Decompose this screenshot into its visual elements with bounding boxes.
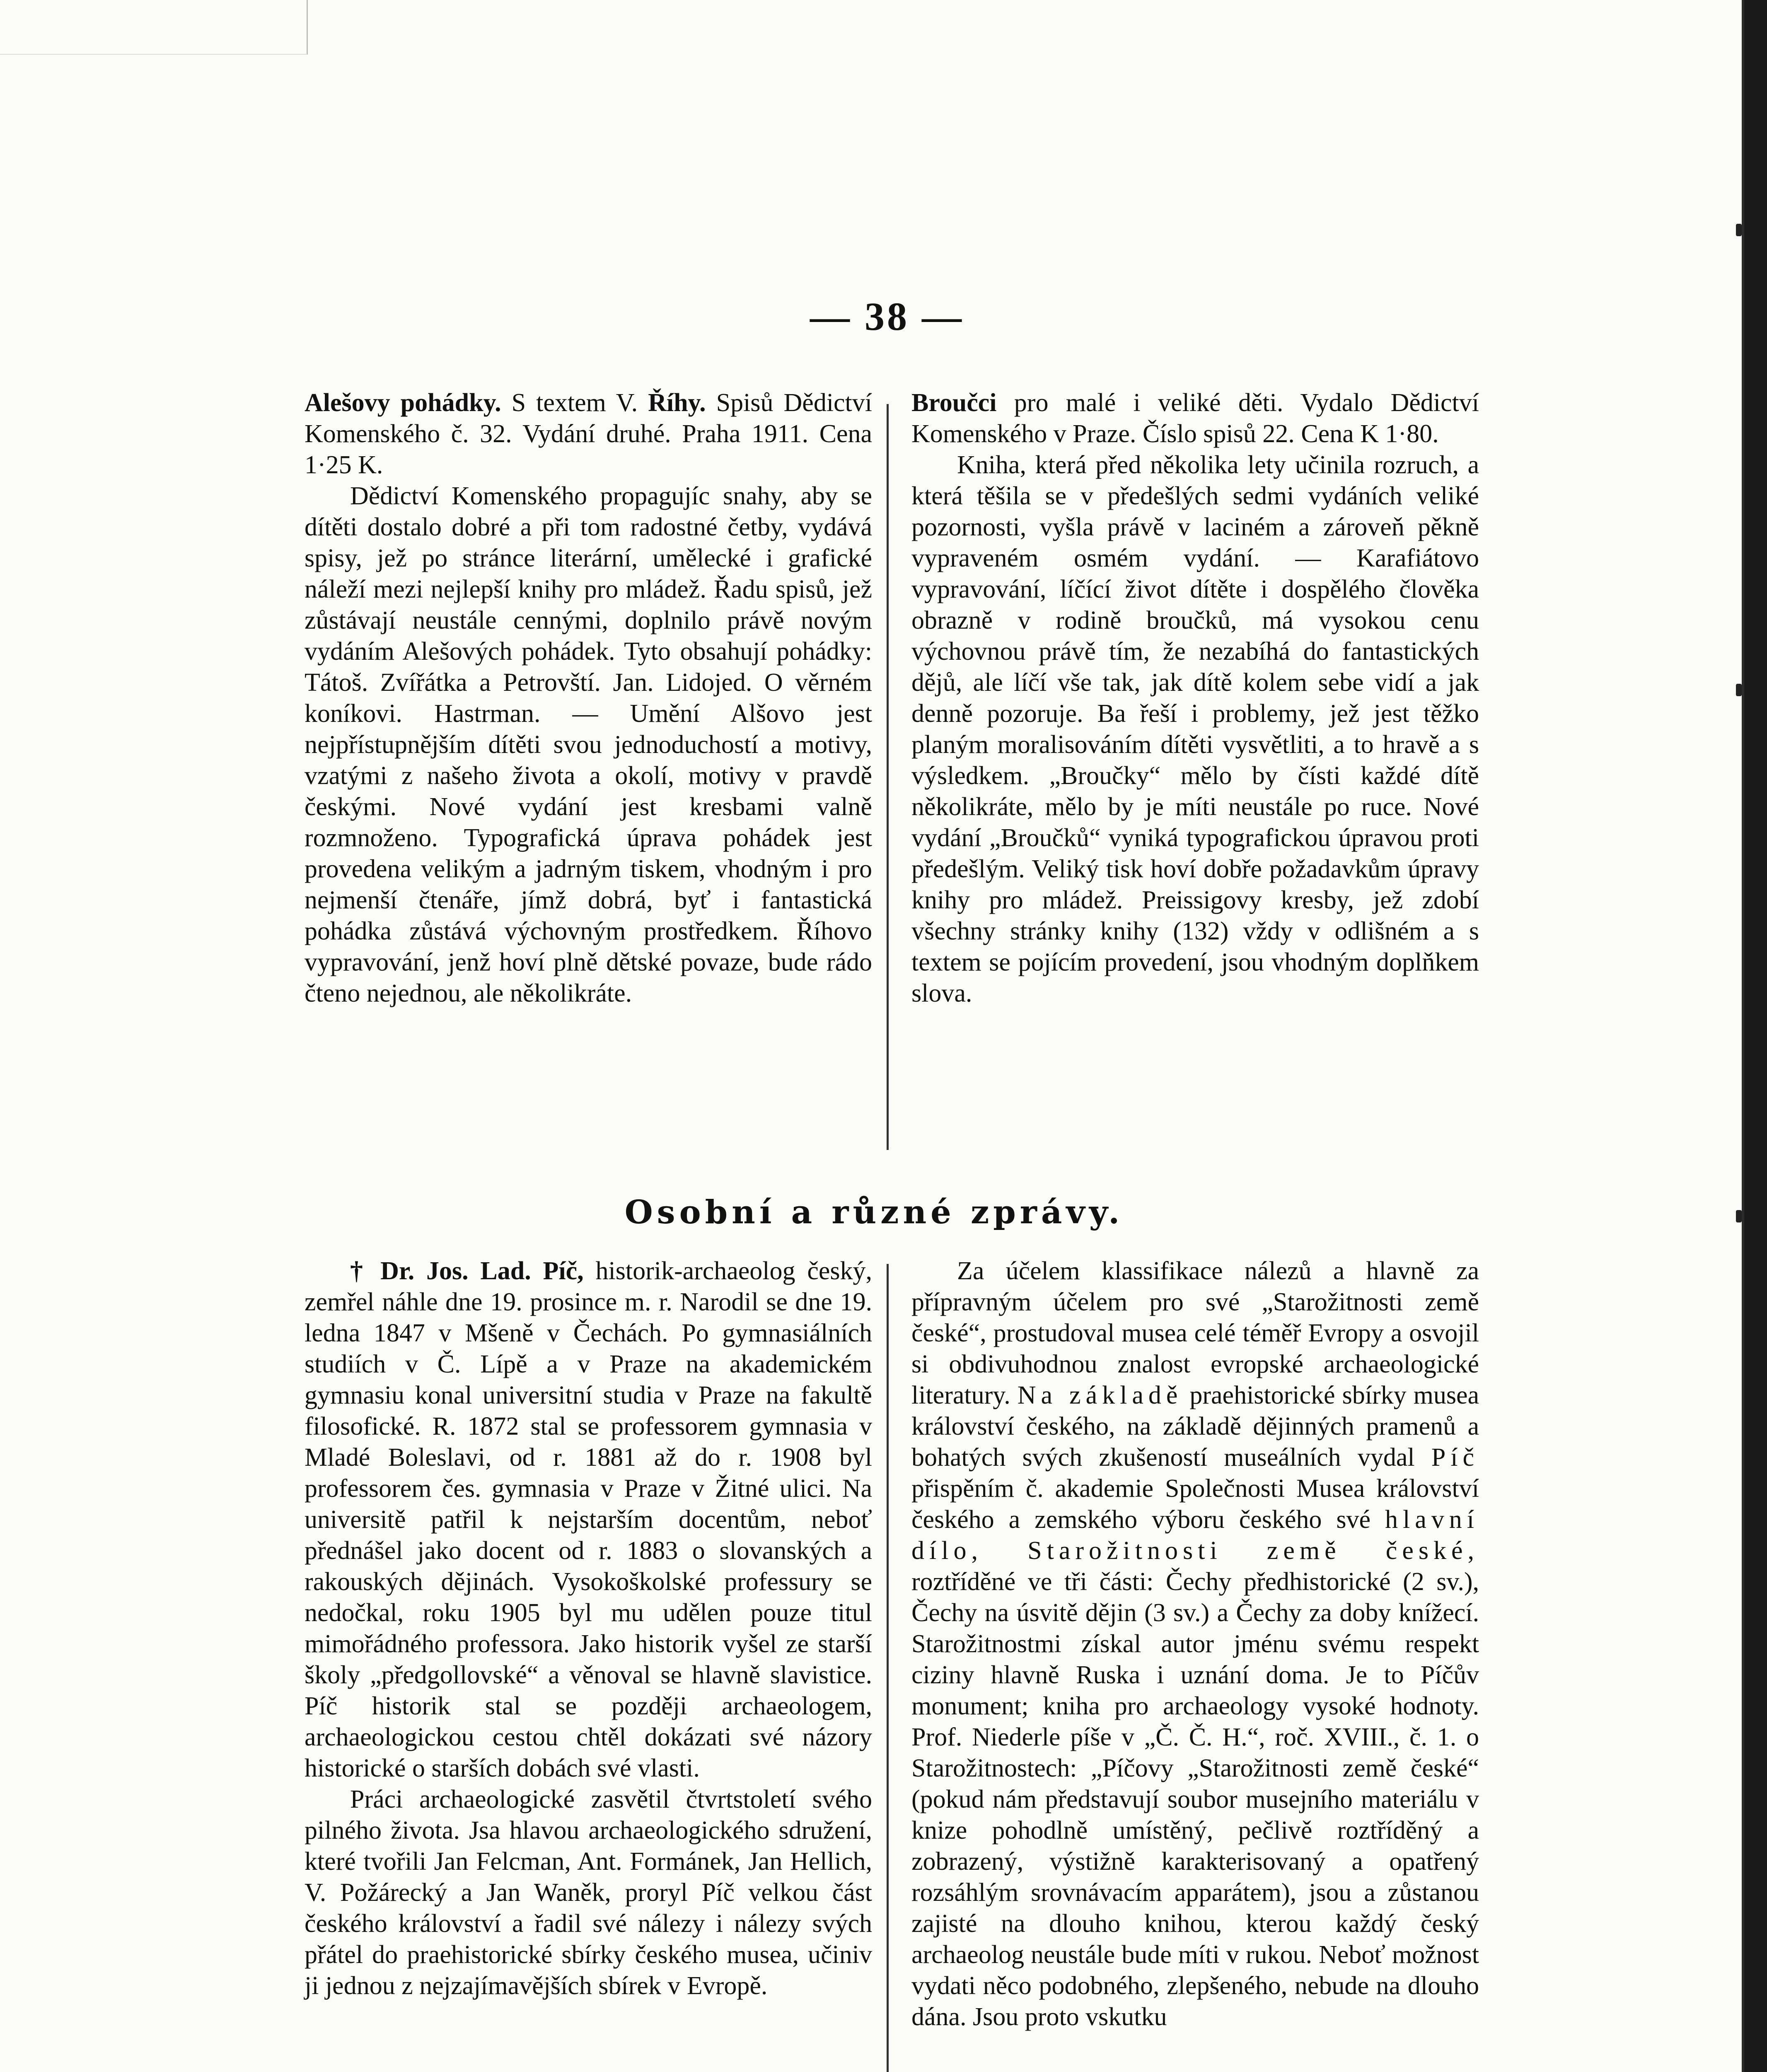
article-emphasis: hlavní dílo, Starožitnosti země české, xyxy=(911,1506,1479,1565)
article-emphasis: Na základě xyxy=(1017,1381,1183,1409)
column-rule-top xyxy=(887,404,889,1150)
page-number: — 38 — xyxy=(810,294,964,339)
article-alesovy-pohadky xyxy=(305,387,872,1009)
article-title: Alešovy pohádky. xyxy=(305,389,501,417)
article-body: Dědictví Komenského propagujíc snahy, aby se dítěti dostalo dobré a při tom radostné četby, vydává spisy, jež po stránce literární, umělecké i grafické náleží mezi nejlepší knihy pro mládež. Řadu spisů, jež zůstávají neustále cennými, doplnilo právě novým vydáním Alešových pohádek. Tyto obsahují pohádky: Tátoš. Zvířátka a Petrovští. Jan. Lidojed. O věrném koníkovi. Hastrman. — Umění Alšovo jest nejpřístupnějším dítěti svou jednoduchostí a motivy, vzatými z našeho života a okolí, motivy v pravdě českými. Nové vydání jest kresbami valně rozmnoženo. Typografická úprava pohádek jest provedena velikým a jadrným tiskem, vhodným i pro nejmenší čtenáře, jímž dobrá, byť i fantastická pohádka zůstává výchovným prostředkem. Říhovo vypravování, jenž hoví plně dětské povaze, bude rádo čteno nejednou, ale několikráte. xyxy=(305,482,872,1007)
article-text: Za účelem klassifikace nálezů a hlavně za přípravným účelem pro své „Starožitnosti země české“, prostudoval musea celé téměř Evropy a osvojil si obdivuhodnou znalost evropské archaeologické literatury. xyxy=(911,1257,1479,1409)
article-lead: pro malé i veliké děti. Vydalo Dědictví Komenského v Praze. Číslo spisů 22. Cena K 1·80. xyxy=(911,389,1479,448)
article-title: Broučci xyxy=(911,389,997,417)
article-body: Kniha, která před několika lety učinila rozruch, a která těšila se v předešlých sedmi vydáních veliké pozornosti, vyšla právě v laciném a zároveň pěkně vypraveném osmém vydání. — Karafiátovo vypravování, líčící život dítěte i dospělého člověka obrazně v rodině broučků, má vysokou cenu výchovnou právě tím, že nezabíhá do fantastických dějů, ale líčí vše tak, jak dítě kolem sebe vidí a jak denně pozoruje. Ba řeší i problemy, jež jest těžko planým moralisováním dítěti vysvětliti, a to hravě a s výsledkem. „Broučky“ mělo by čísti každé dítě několikráte, mělo by je míti neustále po ruce. Nové vydání „Broučků“ vyniká typografickou úpravou proti předešlým. Veliký tisk hoví dobře požadavkům úpravy knihy pro mládež. Preissigovy kresby, jež zdobí všechny stránky knihy (132) vždy v odlišném a s textem se pojícím provedení, jsou vhodným doplňkem slova. xyxy=(911,451,1479,1007)
article-paragraph: Práci archaeologické zasvětil čtvrtstoletí svého pilného života. Jsa hlavou archaeologického sdružení, které tvořili Jan Felcman, Ant. Formánek, Jan Hellich, V. Požárecký a Jan Waněk, proryl Píč velkou část českého království a řadil své nálezy i nálezy svých přátel do praehistorické sbírky českého musea, učiniv ji jednou z nejzajímavějších sbírek v Evropě. xyxy=(305,1785,872,2000)
article-text: roztříděné ve tři části: Čechy předhistorické (2 sv.), Čechy na úsvitě dějin (3 sv.) a Čechy za doby knížecí. Starožitnostmi získal autor jménu svému respekt ciziny hlavně Ruska i uznání doma. Je to Píčův monument; kniha pro archaeology vysoké hodnoty. Prof. Niederle píše v „Č. Č. H.“, roč. XVIII., č. 1. o Starožitnostech: „Píčovy „Starožitnosti země české“ (pokud nám představují soubor musejního materiálu v knize pohodlně umístěný, pečlivě roztříděný a zobrazený, výstižně karakterisovaný a opatřený rozsáhlým srovnávacím apparátem), jsou a zůstanou zajisté na dlouho knihou, kterou každý český archaeolog neustále bude míti v rukou. Neboť možnost vydati něco podobného, zlepšeného, nebude na dlouho dána. Jsou proto vskutku xyxy=(911,1568,1479,2031)
binding-mark xyxy=(1736,684,1742,696)
article-meta: Spisů Dědictví Komenského č. 32. Vydání druhé. Praha 1911. Cena 1·25 K. xyxy=(305,389,873,479)
binding-mark xyxy=(1736,1210,1742,1222)
section-heading: Osobní a různé zprávy. xyxy=(624,1193,1124,1231)
article-obituary-pic xyxy=(305,1256,872,2002)
article-broucci xyxy=(911,387,1479,1009)
article-text: praehistorické sbírky musea království českého, na základě dějinných pramenů a bohatých svých zkušeností museálních vydal xyxy=(911,1381,1479,1472)
scan-artifact xyxy=(0,0,308,55)
article-text: přispěním č. akademie Společnosti Musea království českého a zemského výboru českého své xyxy=(911,1474,1479,1534)
article-title: † Dr. Jos. Lad. Píč, xyxy=(350,1257,584,1285)
article-obituary-continued xyxy=(911,1256,1479,2033)
article-emphasis: Píč xyxy=(1431,1443,1479,1472)
article-body: historik-archaeolog český, zemřel náhle dne 19. prosince m. r. Narodil se dne 19. ledna 1847 v Mšeně v Čechách. Po gymnasiálních studiích v Č. Lípě a v Praze na akademickém gymnasiu konal universitní studia v Praze na fakultě filosofické. R. 1872 stal se professorem gymnasia v Mladé Boleslavi, od r. 1881 až do r. 1908 byl professorem čes. gymnasia v Praze v Žitné ulici. Na universitě patřil k nejstarším docentům, neboť přednášel jako docent od r. 1883 o slovanských a rakouských dějinách. Vysokoškolské professury se nedočkal, roku 1905 byl mu udělen pouze titul mimořádného professora. Jako historik vyšel ze starší školy „předgollovské“ a věnoval se hlavně slavistice. Píč historik stal se později archaeologem, archaeologickou cestou chtěl dokázati své názory historické o starších dobách své vlasti. xyxy=(305,1257,872,1782)
binding-mark xyxy=(1736,224,1742,236)
article-author: Říhy. xyxy=(648,389,706,417)
article-lead: S textem V. xyxy=(501,389,648,417)
column-rule-bottom xyxy=(887,1264,889,2072)
